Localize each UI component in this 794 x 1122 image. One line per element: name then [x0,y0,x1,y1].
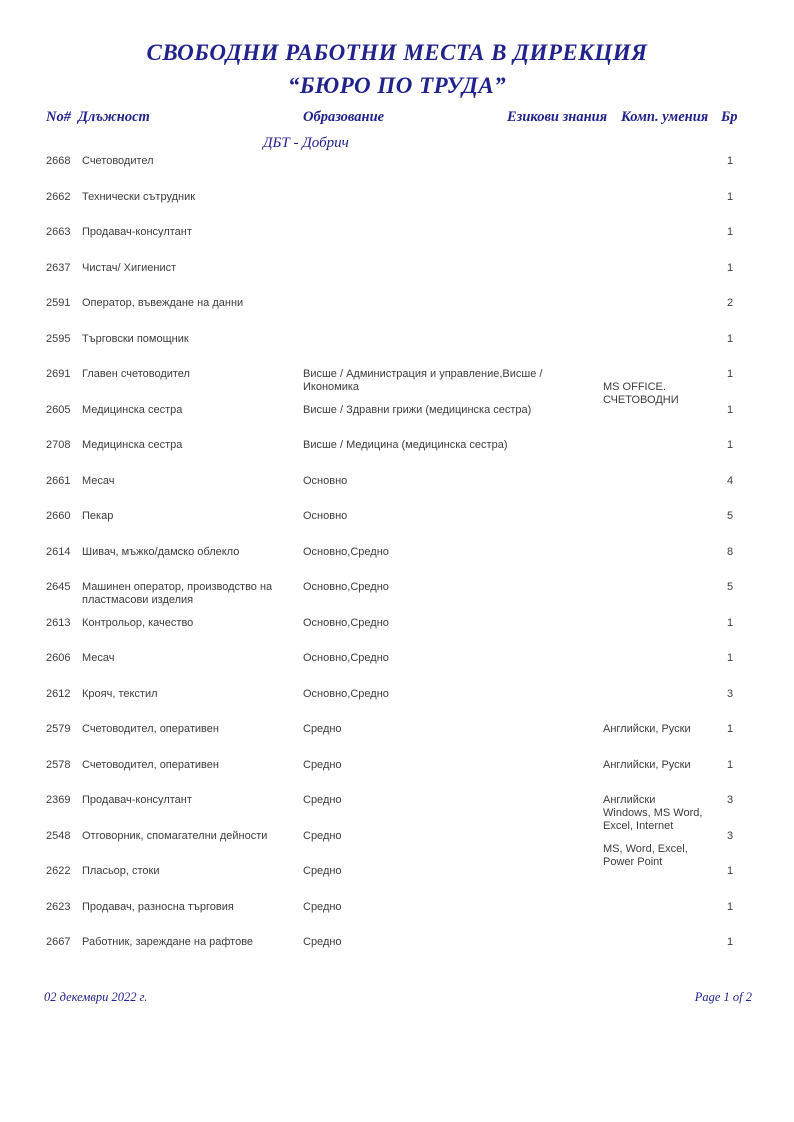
row-count: 1 [727,332,734,345]
table-row [46,936,749,972]
row-position: Продавач-консултант [82,226,192,238]
row-languages: Английски, Руски [603,723,691,735]
row-education: Висше / Администрация и управление,Висше / Икономика [303,368,543,393]
row-id: 2595 [46,332,71,345]
row-skills-cell [603,830,719,869]
table-row [46,368,749,404]
row-education: Основно [303,510,348,522]
row-education: Висше / Здравни грижи (медицинска сестра) [303,403,532,416]
row-count: 1 [727,900,734,913]
row-skills-cell [603,723,719,736]
row-languages [603,439,719,452]
row-count: 1 [727,758,734,771]
table-row [46,794,749,830]
row-skills-cell [603,936,719,949]
column-header-languages: Езикови знания [507,109,608,125]
row-count: 1 [727,368,734,380]
row-id: 2663 [46,226,71,238]
row-position: Счетоводител [82,155,154,167]
row-skills-cell [603,794,719,833]
row-id: 2708 [46,439,71,451]
row-skills-cell [603,404,719,417]
row-id: 2613 [46,616,71,629]
row-position: Счетоводител, оперативен [82,758,219,771]
row-id: 2622 [46,865,71,877]
table-row [46,617,749,653]
row-education: Средно [303,723,342,735]
row-skills-cell [603,368,719,407]
row-count: 1 [727,155,734,167]
row-education: Основно,Средно [303,581,389,593]
row-count: 1 [727,723,734,735]
row-skills-cell [603,510,719,523]
row-position: Медицинска сестра [82,403,183,416]
row-education: Основно,Средно [303,616,389,629]
row-position: Оператор, въвеждане на данни [82,297,244,309]
row-position: Машинен оператор, производство на пластмасови изделия [82,581,273,606]
row-languages [603,581,719,594]
row-languages [603,297,719,310]
row-languages [603,652,719,665]
table-row [46,226,749,262]
row-count: 5 [727,581,734,593]
row-id: 2667 [46,936,71,948]
row-position: Работник, зареждане на рафтове [82,936,254,948]
row-skills-cell [603,581,719,594]
row-count: 1 [727,226,734,238]
table-row [46,723,749,759]
row-skills-cell [603,901,719,914]
row-position: Счетоводител, оперативен [82,723,219,735]
row-languages [603,404,719,417]
row-skills-cell [603,759,719,772]
row-count: 1 [727,616,734,629]
row-languages: Английски, Руски [603,758,691,771]
row-languages [603,936,719,949]
row-position: Главен счетоводител [82,368,190,380]
row-position: Отговорник, спомагателни дейности [82,829,268,842]
row-education: Средно [303,936,342,948]
row-computer-skills: MS, Word, Excel, Power Point [603,842,688,868]
row-id: 2660 [46,510,71,522]
row-count: 1 [727,190,734,203]
row-skills-cell [603,652,719,665]
row-education: Основно,Средно [303,652,389,664]
row-id: 2612 [46,687,71,700]
row-id: 2668 [46,155,71,167]
row-skills-cell [603,546,719,559]
row-position: Продавач-консултант [82,794,192,806]
row-position: Крояч, текстил [82,687,158,700]
row-education: Основно [303,474,348,487]
column-header-education: Образование [303,109,385,125]
row-count: 4 [727,474,734,487]
row-count: 1 [727,936,734,948]
row-education: Средно [303,794,342,806]
row-id: 2637 [46,261,71,274]
row-skills-cell [603,865,719,878]
table-row [46,830,749,866]
row-id: 2579 [46,723,71,735]
row-id: 2691 [46,368,71,380]
row-computer-skills: MS OFFICE. СЧЕТОВОДНИ [603,381,679,406]
row-position: Търговски помощник [82,332,189,345]
row-position: Шивач, мъжко/дамско облекло [82,545,240,558]
row-id: 2591 [46,297,71,309]
row-education: Основно,Средно [303,687,389,700]
row-education: Основно,Средно [303,545,389,558]
row-position: Контрольор, качество [82,616,194,629]
row-count: 1 [727,439,734,451]
row-id: 2548 [46,829,71,842]
row-education: Средно [303,900,342,913]
column-header-computer: Комп. умения [621,109,709,125]
row-languages [603,830,719,843]
row-id: 2369 [46,794,71,806]
table-row [46,759,749,795]
column-header-id: No# [46,109,71,125]
table-row [46,297,749,333]
row-id: 2614 [46,545,71,558]
table-row [46,546,749,582]
section-label: ДБТ - Добрич [263,135,349,151]
row-id: 2661 [46,474,71,487]
table-row [46,262,749,298]
row-languages [603,546,719,559]
row-languages [603,155,719,168]
row-languages: Английски [603,794,656,806]
row-position: Продавач, разносна търговия [82,900,234,913]
row-count: 1 [727,865,734,877]
row-position: Пекар [82,510,114,522]
row-skills-cell [603,226,719,239]
row-languages [603,333,719,346]
row-count: 1 [727,261,734,274]
row-position: Месач [82,652,115,664]
row-skills-cell [603,333,719,346]
row-languages [603,368,719,381]
row-position: Пласьор, стоки [82,865,160,877]
row-skills-cell [603,475,719,488]
table-row [46,581,749,617]
row-languages [603,865,719,878]
page-title [0,36,794,102]
row-skills-cell [603,297,719,310]
row-education: Средно [303,829,342,842]
table-row [46,475,749,511]
row-skills-cell [603,191,719,204]
row-skills-cell [603,617,719,630]
row-position: Технически сътрудник [82,190,196,203]
column-header-count: Бр [721,109,738,125]
page-title-line1: СВОБОДНИ РАБОТНИ МЕСТА В ДИРЕКЦИЯ [146,40,648,65]
row-id: 2606 [46,652,71,664]
row-count: 3 [727,794,734,806]
row-count: 1 [727,652,734,664]
row-skills-cell [603,688,719,701]
row-languages [603,901,719,914]
row-education: Средно [303,758,342,771]
row-count: 5 [727,510,734,522]
table-row [46,404,749,440]
row-languages [603,475,719,488]
row-languages [603,226,719,239]
table-row [46,155,749,191]
row-languages [603,191,719,204]
row-id: 2623 [46,900,71,913]
row-position: Чистач/ Хигиенист [82,261,177,274]
row-count: 3 [727,687,734,700]
row-languages [603,262,719,275]
table-row [46,865,749,901]
row-education: Висше / Медицина (медицинска сестра) [303,439,508,451]
row-id: 2605 [46,403,71,416]
row-count: 8 [727,545,734,558]
page-title-line2: “БЮРО ПО ТРУДА” [287,73,507,98]
row-count: 2 [727,297,734,309]
table-row [46,191,749,227]
row-education: Средно [303,865,342,877]
table-row [46,652,749,688]
row-count: 3 [727,829,734,842]
table-row [46,901,749,937]
row-languages [603,510,719,523]
row-skills-cell [603,262,719,275]
row-languages [603,688,719,701]
row-languages [603,617,719,630]
table-row [46,510,749,546]
vacancy-table-body [46,155,749,972]
table-row [46,439,749,475]
row-position: Месач [82,474,115,487]
footer-date: 02 декември 2022 г. [44,990,148,1004]
row-position: Медицинска сестра [82,439,183,451]
table-row [46,688,749,724]
row-id: 2645 [46,581,71,593]
table-row [46,333,749,369]
column-header-position: Длъжност [78,109,150,125]
row-id: 2662 [46,190,71,203]
row-skills-cell [603,155,719,168]
footer-page-number: Page 1 of 2 [694,990,752,1004]
row-skills-cell [603,439,719,452]
row-computer-skills: Windows, MS Word, Excel, Internet [603,807,703,832]
row-count: 1 [727,403,734,416]
row-id: 2578 [46,758,71,771]
